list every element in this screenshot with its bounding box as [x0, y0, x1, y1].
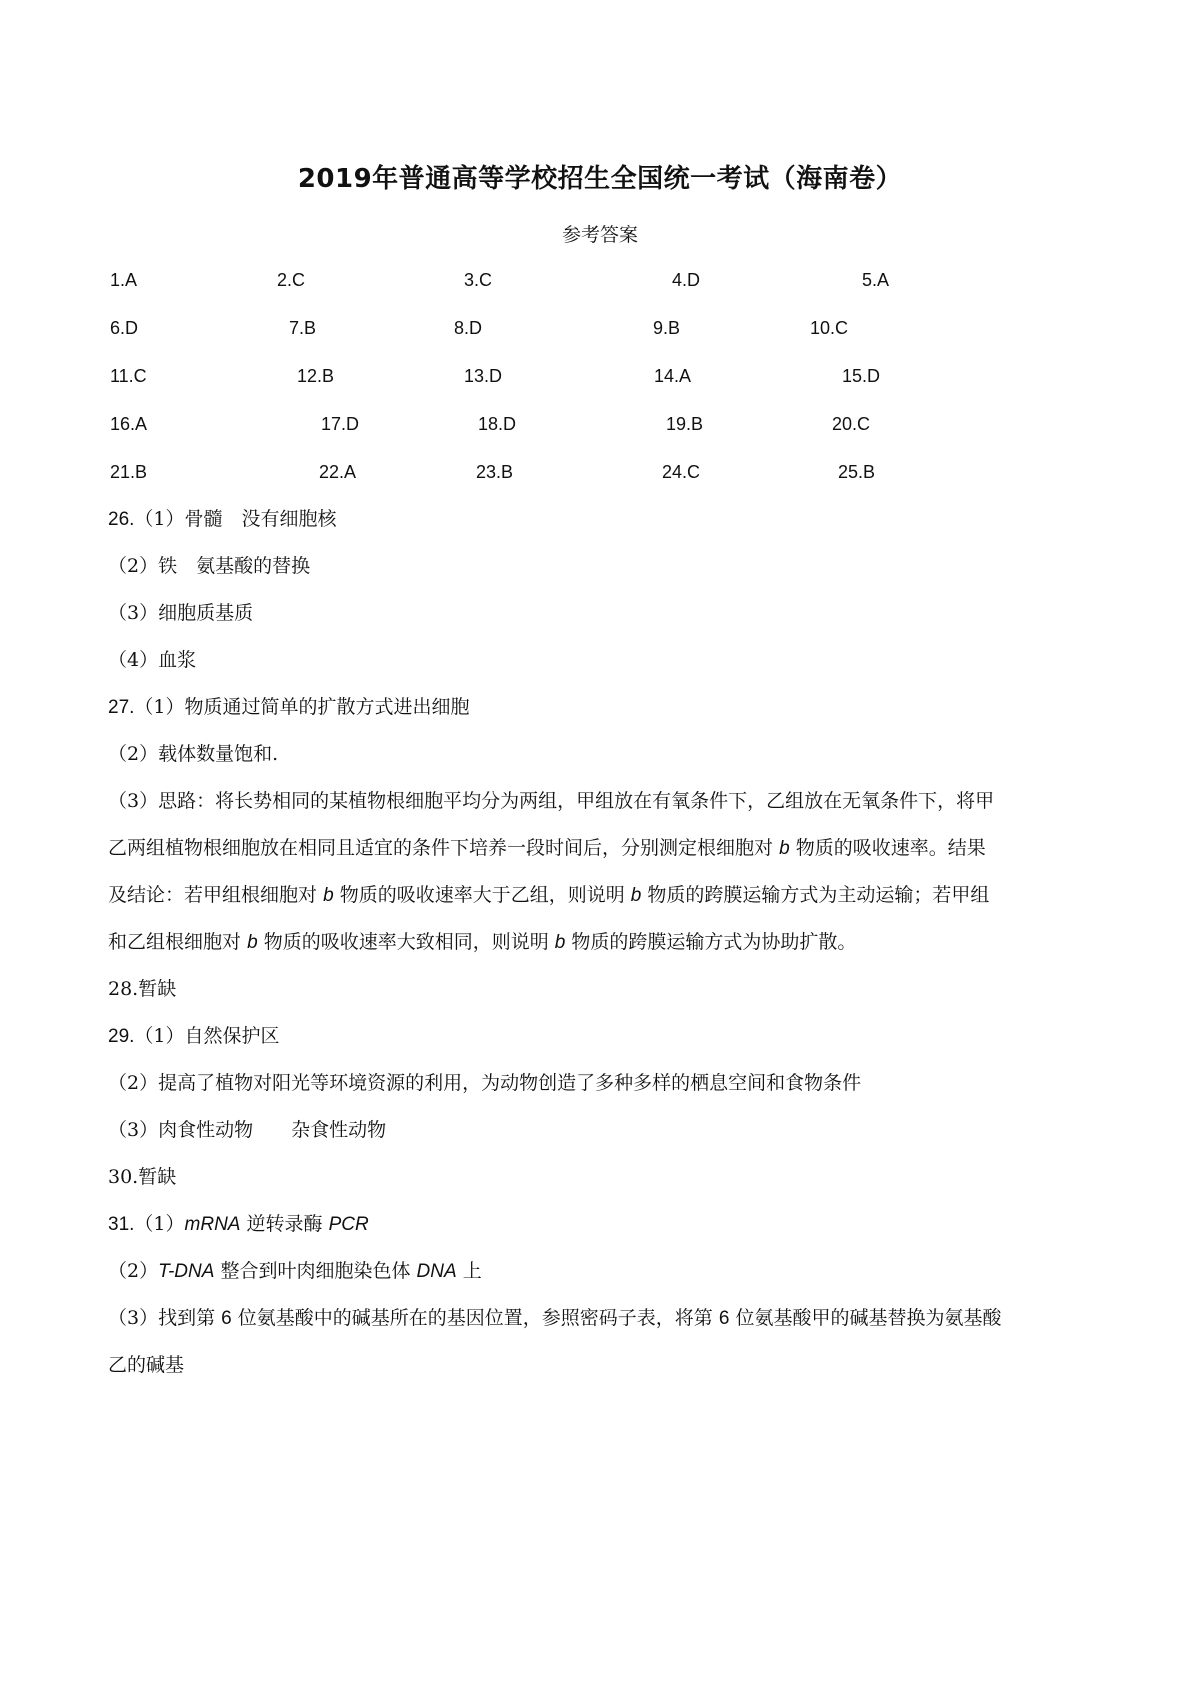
- mc-answer-row: [0, 414, 1200, 440]
- mc-answer: 8.D: [454, 318, 483, 338]
- page-title: 2019年普通高等学校招生全国统一考试（海南卷）: [297, 164, 903, 194]
- mc-answer: 3.C: [464, 270, 493, 290]
- mc-answer: 12.B: [297, 366, 335, 386]
- mc-answer: 11.C: [110, 366, 147, 386]
- mc-answer: 10.C: [810, 318, 849, 338]
- page-subtitle: 参考答案: [561, 224, 638, 246]
- mc-answer: 20.C: [832, 414, 871, 434]
- mc-answer: 15.D: [842, 366, 881, 386]
- q29-answer-3: （3）肉食性动物 杂食性动物: [108, 1119, 387, 1141]
- mc-answer: 2.C: [277, 270, 306, 290]
- q26-answer-1: 26.（1）骨髓 没有细胞核: [108, 508, 337, 530]
- mc-answer-row: [0, 462, 1200, 488]
- mc-answer: 23.B: [476, 462, 514, 482]
- q27-answer-2: （2）载体数量饱和.: [108, 743, 279, 765]
- q26-answer-2: （2）铁 氨基酸的替换: [108, 555, 311, 577]
- q31-answer-3: （3）找到第 6 位氨基酸中的碱基所在的基因位置，参照密码子表，将第 6 位氨基酸甲的碱基替换为氨基酸 乙的碱基: [108, 1307, 1002, 1376]
- q27-answer-3: （3）思路：将长势相同的某植物根细胞平均分为两组，甲组放在有氧条件下，乙组放在无氧条件下，将甲 乙两组植物根细胞放在相同且适宜的条件下培养一段时间后，分别测定根细胞对 b 物质的吸收速率。结果 及结论：若甲组根细胞对 b 物质的吸收速率大于乙组，则说明 b 物质的跨膜运输方式为主动运输；若甲组 和乙组根细胞对 b 物质的吸收速率大致相同，则说明 b 物质的跨膜运输方式为协助扩散。: [108, 790, 995, 953]
- mc-answer: 25.B: [838, 462, 876, 482]
- q30-answer: 30.暂缺: [108, 1166, 177, 1188]
- q31-answer-1: 31.（1）mRNA 逆转录酶 PCR: [108, 1213, 369, 1235]
- q29-answer-2: （2）提高了植物对阳光等环境资源的利用，为动物创造了多种多样的栖息空间和食物条件: [108, 1072, 862, 1094]
- mc-answer: 6.D: [110, 318, 139, 338]
- mc-answer: 1.A: [110, 270, 138, 290]
- q26-answer-3: （3）细胞质基质: [108, 602, 254, 624]
- mc-answer: 21.B: [110, 462, 148, 482]
- mc-answer: 5.A: [862, 270, 890, 290]
- mc-answer: 17.D: [321, 414, 360, 434]
- mc-answer: 13.D: [464, 366, 503, 386]
- q27-answer-1: 27.（1）物质通过简单的扩散方式进出细胞: [108, 696, 470, 718]
- mc-answer: 4.D: [672, 270, 701, 290]
- mc-answer: 14.A: [654, 366, 692, 386]
- q28-answer: 28.暂缺: [108, 978, 177, 1000]
- mc-answer: 19.B: [666, 414, 704, 434]
- mc-answer: 16.A: [110, 414, 148, 434]
- q29-answer-1: 29.（1）自然保护区: [108, 1025, 280, 1047]
- mc-answer: 9.B: [653, 318, 681, 338]
- mc-answer-row: [0, 318, 1200, 344]
- q31-answer-2: （2）T-DNA 整合到叶肉细胞染色体 DNA 上: [108, 1260, 482, 1282]
- q26-answer-4: （4）血浆: [108, 649, 197, 671]
- mc-answer: 7.B: [289, 318, 317, 338]
- mc-answer: 18.D: [478, 414, 517, 434]
- mc-answer: 24.C: [662, 462, 701, 482]
- mc-answer: 22.A: [319, 462, 357, 482]
- mc-answer-row: [0, 270, 1200, 296]
- mc-answer-row: [0, 366, 1200, 392]
